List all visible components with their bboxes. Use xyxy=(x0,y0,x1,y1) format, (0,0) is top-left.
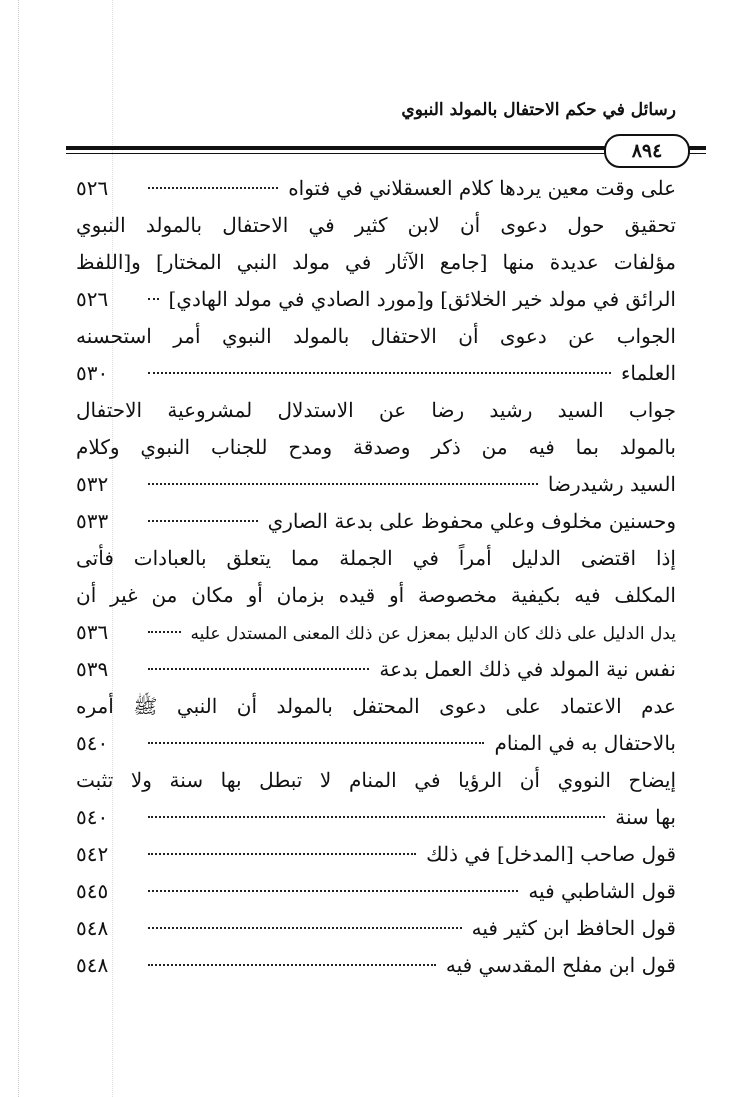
toc-page-number: ٥٤٨ xyxy=(76,953,109,977)
toc-page-number: ٥٣٦ xyxy=(76,620,109,644)
toc-entry-line: عدم الاعتماد على دعوى المحتفل بالمولد أن النبي ﷺ أمره xyxy=(76,694,676,718)
toc-entry-last-line xyxy=(76,355,676,392)
toc-entry xyxy=(76,651,676,688)
page-edge-dots xyxy=(18,0,19,1097)
toc-entry xyxy=(76,762,676,836)
toc-entry xyxy=(76,873,676,910)
toc-entry-title: بالاحتفال به في المنام xyxy=(494,731,676,755)
toc-entry-line: الجواب عن دعوى أن الاحتفال بالمولد النبوي أمر استحسنه xyxy=(76,324,676,348)
toc-entry-title: يدل الدليل على ذلك كان الدليل بمعزل عن ذلك المعنى المستدل عليه xyxy=(190,624,676,644)
toc-entry xyxy=(76,392,676,503)
toc-entry-title: بها سنة xyxy=(615,805,676,829)
dot-leader xyxy=(148,668,369,670)
toc-entry-line: مؤلفات عديدة منها [جامع الآثار في مولد النبي المختار] و[اللفظ xyxy=(76,250,676,274)
toc-entry-line: جواب السيد رشيد رضا عن الاستدلال لمشروعية الاحتفال xyxy=(76,398,676,422)
toc-entry-title: نفس نية المولد في ذلك العمل بدعة xyxy=(379,657,676,681)
toc-page-number: ٥٤٠ xyxy=(76,731,109,755)
toc-entry-title: على وقت معين يردها كلام العسقلاني في فتواه xyxy=(288,176,676,200)
toc-entry xyxy=(76,688,676,762)
toc-entry-title: السيد رشيدرضا xyxy=(547,472,676,496)
dot-leader xyxy=(148,187,278,189)
toc-entry xyxy=(76,207,676,318)
toc-entry-last-line xyxy=(76,503,676,540)
toc-entry-title: وحسنين مخلوف وعلي محفوظ على بدعة الصاري xyxy=(267,509,676,533)
header-rule xyxy=(66,128,706,172)
toc-entry-title: قول الشاطبي فيه xyxy=(528,879,676,903)
toc-entry-line: بالمولد بما فيه من ذكر وصدقة ومدح للجناب النبوي وكلام xyxy=(76,435,676,459)
page-number: ٨٩٤ xyxy=(604,134,690,168)
running-title: رسائل في حكم الاحتفال بالمولد النبوي xyxy=(401,100,676,120)
dot-leader xyxy=(148,853,416,855)
dot-leader xyxy=(148,298,159,300)
toc-entry-last-line xyxy=(76,910,676,947)
toc-entry-last-line xyxy=(76,799,676,836)
toc-entry-line: تحقيق حول دعوى أن لابن كثير في الاحتفال بالمولد النبوي xyxy=(76,213,676,237)
toc-page-number: ٥٤٢ xyxy=(76,842,109,866)
dot-leader xyxy=(148,520,258,522)
dot-leader xyxy=(148,742,484,744)
toc-entry-last-line xyxy=(76,947,676,984)
toc-entry-last-line xyxy=(76,466,676,503)
toc-entry-last-line xyxy=(76,836,676,873)
toc-page-number: ٥٣٩ xyxy=(76,657,109,681)
dot-leader xyxy=(148,927,462,929)
toc-entry-line: المكلف فيه بكيفية مخصوصة أو قيده بزمان أو مكان من غير أن xyxy=(76,583,676,607)
dot-leader xyxy=(148,372,611,374)
toc-entry-title: قول ابن مفلح المقدسي فيه xyxy=(445,953,676,977)
toc-page-number: ٥٣٠ xyxy=(76,361,109,385)
toc-page-number: ٥٤٥ xyxy=(76,879,109,903)
toc-entry-last-line xyxy=(76,873,676,910)
toc-page-number: ٥٤٠ xyxy=(76,805,109,829)
toc-entry xyxy=(76,170,676,207)
toc-entry-last-line xyxy=(76,614,676,651)
toc-entry xyxy=(76,503,676,540)
toc-page-number: ٥٤٨ xyxy=(76,916,109,940)
toc-entry xyxy=(76,540,676,651)
toc-entry-last-line xyxy=(76,651,676,688)
toc-entry-line: إذا اقتضى الدليل أمراً في الجملة مما يتعلق بالعبادات فأتى xyxy=(76,546,676,570)
toc-page-number: ٥٣٣ xyxy=(76,509,109,533)
dot-leader xyxy=(148,816,605,818)
toc-entry xyxy=(76,947,676,984)
toc-entry-title: العلماء xyxy=(621,361,676,385)
toc-page-number: ٥٣٢ xyxy=(76,472,109,496)
dot-leader xyxy=(148,890,518,892)
toc-entry-line: إيضاح النووي أن الرؤيا في المنام لا تبطل بها سنة ولا تثبت xyxy=(76,768,676,792)
toc-entry-last-line xyxy=(76,725,676,762)
toc-entry-title: قول صاحب [المدخل] في ذلك xyxy=(426,842,676,866)
toc-entry-last-line xyxy=(76,281,676,318)
toc-page-number: ٥٢٦ xyxy=(76,176,109,200)
dot-leader xyxy=(148,483,538,485)
toc-entry xyxy=(76,318,676,392)
toc-entry xyxy=(76,836,676,873)
toc-entry-title: الرائق في مولد خير الخلائق] و[مورد الصادي في مولد الهادي] xyxy=(168,287,676,311)
toc-entry-last-line xyxy=(76,170,676,207)
dot-leader xyxy=(148,631,181,633)
toc-page-number: ٥٢٦ xyxy=(76,287,109,311)
toc-list xyxy=(76,170,676,984)
toc-entry xyxy=(76,910,676,947)
dot-leader xyxy=(148,964,436,966)
toc-entry-title: قول الحافظ ابن كثير فيه xyxy=(471,916,676,940)
